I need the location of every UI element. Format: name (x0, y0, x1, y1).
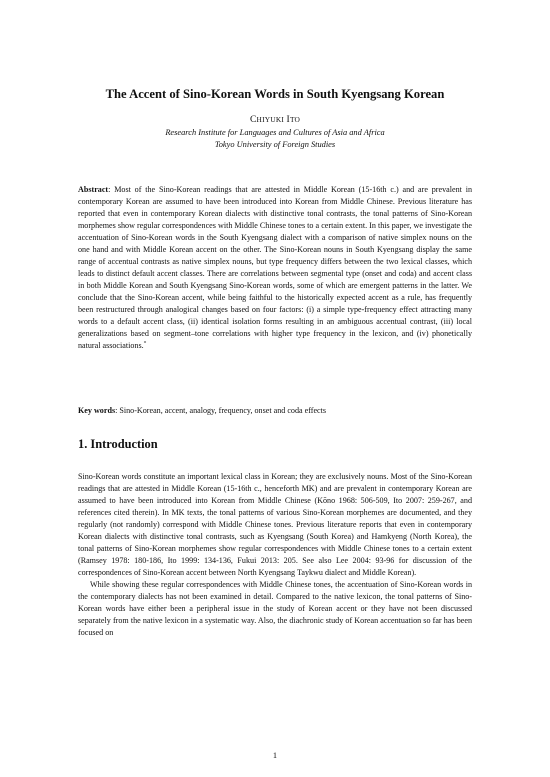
abstract-label: Abstract (78, 185, 109, 194)
page-number: 1 (272, 751, 278, 760)
author-name (40, 114, 510, 125)
introduction-body (78, 471, 472, 639)
keywords (78, 405, 472, 417)
keywords-label: Key words (78, 406, 116, 415)
author-first-initial: C (249, 114, 257, 125)
author-last-initial: I (286, 114, 290, 125)
paragraph: While showing these regular correspondences with Middle Chinese tones, the accentuation of Sino-Korean words in the contemporary dialects has not been examined in detail. Compared to the native lexicon, the tonal patterns of Sino-Korean words have either been a peripheral issue in the study of Korean accent or they have not been discussed separately from the native lexicon in a systematic way. Also, the diachronic study of Korean accentuation so far has been focused on (78, 580, 472, 637)
paragraph: Sino-Korean words constitute an important lexical class in Korean; they are exclusively nouns. Most of the Sino-Korean readings that are attested in Middle Korean (15-16th c., henceforth MK) and are prevalent in contemporary Korean are assumed to have been introduced into Korean from Middle Chinese (Kōno 1968: 506-509, Ito 2007: 259-267, and references cited therein). In MK texts, the tonal patterns of various Sino-Korean morphemes are documented, and they regularly (not randomly) correspond with Middle Chinese tones. Previous literature reports that even in contemporary Korean dialects with distinctive tonal contrasts, such as Kyengsang (South Korea) and Hamkyeng (North Korea), the tonal patterns of Sino-Korean morphemes show regular correspondences with Middle Chinese tones to a certain extent (Ramsey 1978: 180-186, Ito 1999: 134-136, Fukui 2013: 205. See also Lee 2004: 93-96 for discussion of the correspondences of Sino-Korean accent between North Kyengsang Taykwu dialect and Middle Korean). (78, 472, 472, 577)
paper-title: The Accent of Sino-Korean Words in South Kyengsang Korean (105, 87, 445, 101)
author-last-rest: TO (289, 115, 301, 124)
affiliation-institute: Research Institute for Languages and Cultures of Asia and Africa (165, 128, 385, 137)
abstract (78, 184, 472, 352)
author-first-rest: HIYUKI (256, 115, 285, 124)
affiliation-university: Tokyo University of Foreign Studies (214, 140, 336, 149)
section-heading: 1. Introduction (78, 437, 158, 451)
footnote-mark: * (143, 340, 147, 347)
keywords-text: : Sino-Korean, accent, analogy, frequency, onset and coda effects (115, 406, 327, 415)
abstract-text: : Most of the Sino-Korean readings that are attested in Middle Korean (15-16th c.) and are prevalent in contemporary Korean are assumed to have been introduced into Korean from Middle Chinese. Previous literature has reported that even in contemporary Korean dialects with distinctive tonal contrasts, the tonal patterns of Sino-Korean morphemes show regular correspondences with Middle Chinese tones to a certain extent. In this paper, we investigate the accentuation of Sino-Korean words in the South Kyengsang dialect with a comparison of native simplex nouns on the one hand and with Middle Korean accent on the other. The Sino-Korean nouns in South Kyengsang display the same range of accentual contrasts as native simplex nouns, but type frequency differs between the two lexical classes, which leads to distinct default accent classes. There are correlations between segmental type (onset and coda) and accent class in both Middle Korean and South Kyengsang Sino-Korean words, some of which are emergent patterns in the latter. We conclude that the Sino-Korean accent, while being faithful to the historically expected accent as a rule, has frequently been restructured through analogical changes based on four factors: (i) a simple type-frequency effect attracting many words to a default accent class, (ii) identical isolation forms resulting in an ambiguous accentual contrast, (iii) local generalizations based on segment–tone correlations with higher type frequency in the lexicon, and (iv) phonetically natural associations. (78, 185, 472, 350)
